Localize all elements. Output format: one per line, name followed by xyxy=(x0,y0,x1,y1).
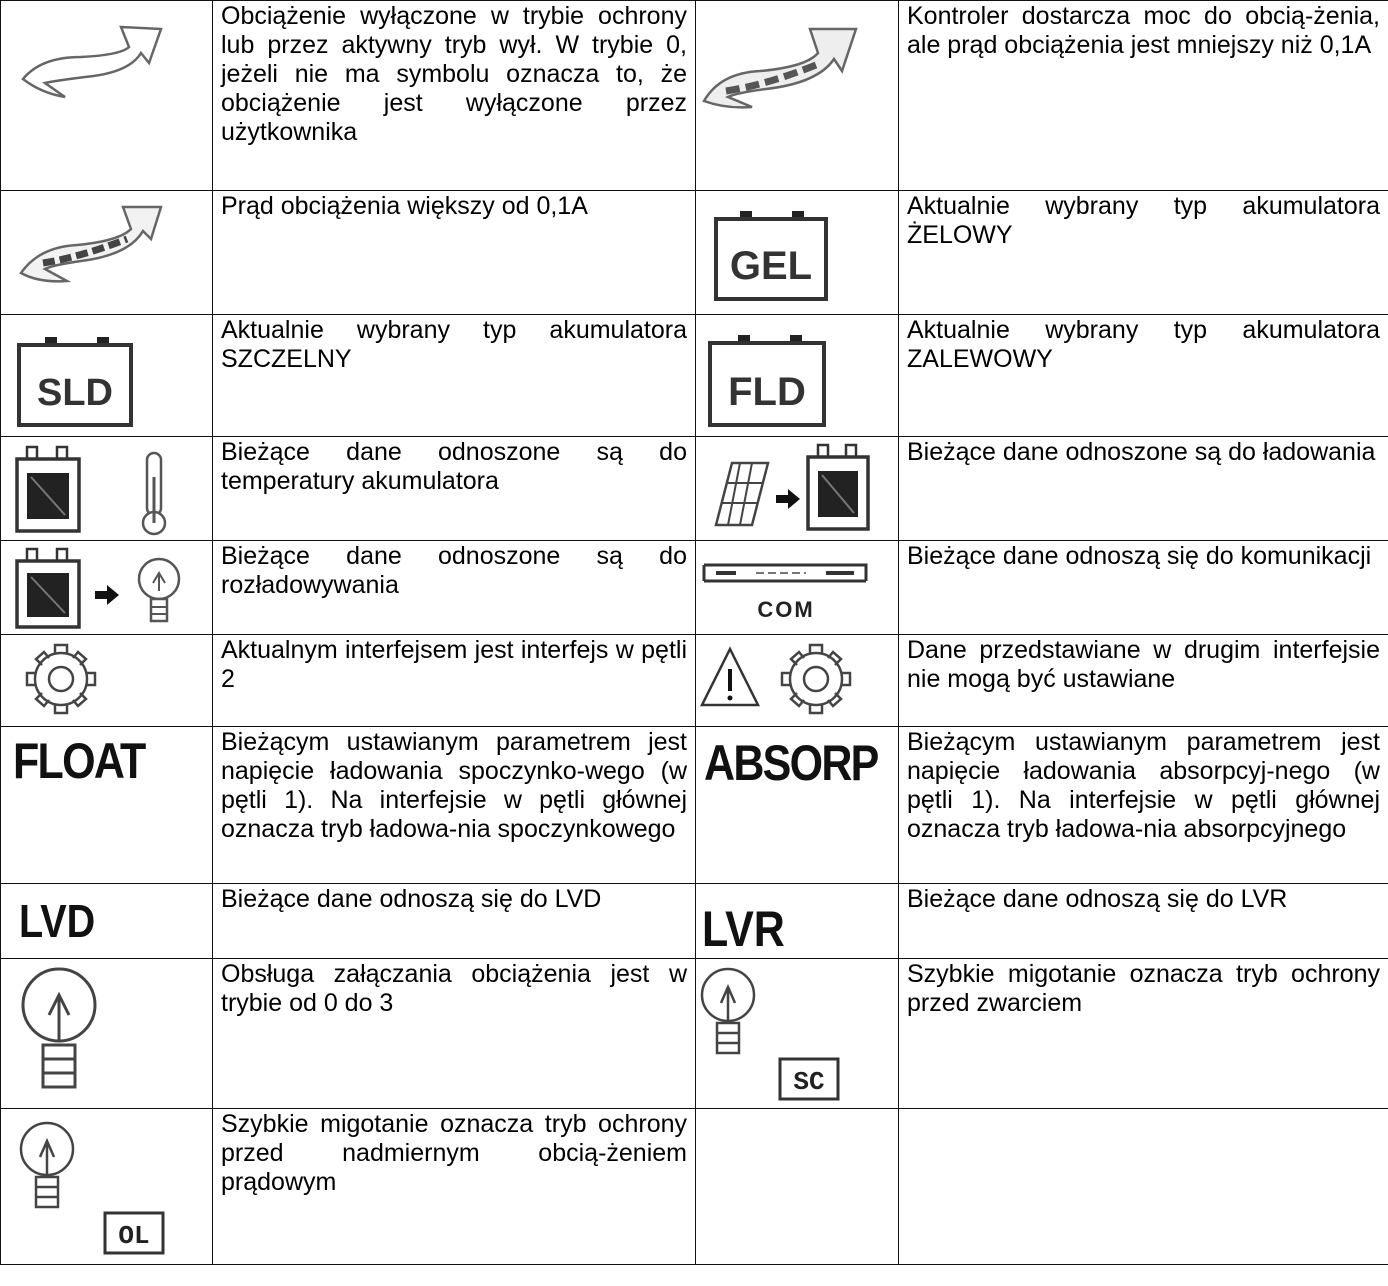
description-cell xyxy=(213,1109,696,1265)
description-cell xyxy=(213,437,696,541)
com-label: COM xyxy=(757,597,815,622)
description-text: Obsługa załączania obciążenia jest w trybie od 0 do 3 xyxy=(221,960,687,1017)
icon-cell xyxy=(1,191,213,315)
solar-to-battery-icon xyxy=(696,437,899,541)
absorp-label-icon: ABSORP xyxy=(704,735,878,791)
battery-to-bulb-icon xyxy=(1,541,213,635)
icon-cell xyxy=(1,437,213,541)
description-text: Aktualnie wybrany typ akumulatora ŻELOWY xyxy=(907,192,1380,249)
icon-cell xyxy=(696,959,899,1109)
lvr-label-icon: LVR xyxy=(702,901,785,957)
table-row xyxy=(1,315,1388,437)
description-cell xyxy=(213,727,696,884)
description-text: Szybkie migotanie oznacza tryb ochrony przed zwarciem xyxy=(907,960,1380,1017)
sc-label: SC xyxy=(793,1067,825,1097)
icon-cell xyxy=(1,1,213,191)
description-cell xyxy=(899,635,1388,727)
table-row xyxy=(1,541,1388,635)
icon-cell xyxy=(1,541,213,635)
battery-sld-icon xyxy=(1,315,213,437)
description-text: Aktualnie wybrany typ akumulatora ZALEWOWY xyxy=(907,316,1380,373)
description-cell xyxy=(899,959,1388,1109)
description-text: Prąd obciążenia większy od 0,1A xyxy=(221,192,588,220)
description-cell xyxy=(213,959,696,1109)
table-row xyxy=(1,884,1388,959)
icon-cell xyxy=(696,437,899,541)
empty-description-cell xyxy=(899,1109,1388,1265)
com-icon xyxy=(696,541,899,635)
description-text: Bieżące dane odnoszone są do rozładowywania xyxy=(221,542,687,599)
icon-cell xyxy=(696,1,899,191)
table-row xyxy=(1,635,1388,727)
lvd-label-icon: LVD xyxy=(19,895,96,947)
icon-cell xyxy=(696,541,899,635)
icon-cell xyxy=(696,191,899,315)
ol-label: OL xyxy=(118,1221,150,1251)
description-text: Kontroler dostarcza moc do obcią-żenia, ale prąd obciążenia jest mniejszy niż 0,1A xyxy=(907,2,1380,59)
battery-thermometer-icon xyxy=(1,437,213,541)
description-text: Szybkie migotanie oznacza tryb ochrony przed nadmiernym obcią-żeniem prądowym xyxy=(221,1110,687,1196)
description-cell xyxy=(899,884,1388,959)
icon-cell xyxy=(1,635,213,727)
table-row xyxy=(1,959,1388,1109)
icon-cell xyxy=(1,1109,213,1265)
gear-icon xyxy=(1,635,213,727)
icon-cell xyxy=(1,959,213,1109)
battery-gel-icon xyxy=(696,191,899,315)
description-cell xyxy=(213,635,696,727)
bulb-sc-icon xyxy=(696,959,899,1109)
description-text: Bieżącym ustawianym parametrem jest napięcie ładowania spoczynko-wego (w pętli 1). Na interfejsie w pętli głównej oznacza tryb ładowa-nia spoczynkowego xyxy=(221,728,687,843)
load-off-arrow-icon xyxy=(1,1,213,191)
description-cell xyxy=(899,1,1388,191)
description-cell xyxy=(899,541,1388,635)
icon-cell xyxy=(1,884,213,959)
load-low-current-arrow-icon xyxy=(696,1,899,191)
table-row xyxy=(1,191,1388,315)
warning-gear-icon xyxy=(696,635,899,727)
description-text xyxy=(899,1109,1388,1110)
float-label-icon: FLOAT xyxy=(13,733,145,789)
description-cell xyxy=(899,437,1388,541)
table-row xyxy=(1,1109,1388,1265)
description-cell xyxy=(213,541,696,635)
battery-label: SLD xyxy=(37,372,113,414)
battery-fld-icon xyxy=(696,315,899,437)
description-text: Bieżące dane odnoszą się do komunikacji xyxy=(907,542,1372,570)
description-cell xyxy=(213,191,696,315)
table-row xyxy=(1,1,1388,191)
description-text: Dane przedstawiane w drugim interfejsie nie mogą być ustawiane xyxy=(907,636,1380,693)
description-text: Obciążenie wyłączone w trybie ochrony lub przez aktywny tryb wył. W trybie 0, jeżeli nie ma symbolu oznacza to, że obciążenie jest wyłączone przez użytkownika xyxy=(221,2,687,146)
description-text: Bieżące dane odnoszone są do ładowania xyxy=(907,438,1376,466)
description-cell xyxy=(899,727,1388,884)
table-row xyxy=(1,437,1388,541)
description-text: Bieżące dane odnoszone są do temperatury akumulatora xyxy=(221,438,687,495)
description-text: Bieżącym ustawianym parametrem jest napięcie ładowania absorpcyj-nego (w pętli 1). Na interfejsie w pętli głównej oznacza tryb ładowa-nia absorpcyjnego xyxy=(907,728,1380,843)
description-cell xyxy=(213,315,696,437)
bulb-icon xyxy=(1,959,213,1109)
description-cell xyxy=(899,315,1388,437)
description-text: Aktualnym interfejsem jest interfejs w pętli 2 xyxy=(221,636,687,693)
icon-cell xyxy=(1,727,213,884)
icon-cell xyxy=(696,635,899,727)
load-current-arrow-icon xyxy=(1,191,213,315)
icon-cell xyxy=(696,727,899,884)
battery-label: GEL xyxy=(729,244,813,288)
description-text: Aktualnie wybrany typ akumulatora SZCZELNY xyxy=(221,316,687,373)
empty-icon-cell xyxy=(696,1109,899,1265)
battery-label: FLD xyxy=(728,370,806,414)
description-cell xyxy=(213,884,696,959)
icon-cell xyxy=(696,884,899,959)
description-cell xyxy=(899,191,1388,315)
icon-cell xyxy=(696,315,899,437)
description-text: Bieżące dane odnoszą się do LVR xyxy=(907,885,1288,913)
description-cell xyxy=(213,1,696,191)
bulb-ol-icon xyxy=(1,1109,213,1265)
icon-cell xyxy=(1,315,213,437)
description-text: Bieżące dane odnoszą się do LVD xyxy=(221,885,602,913)
table-row xyxy=(1,727,1388,884)
